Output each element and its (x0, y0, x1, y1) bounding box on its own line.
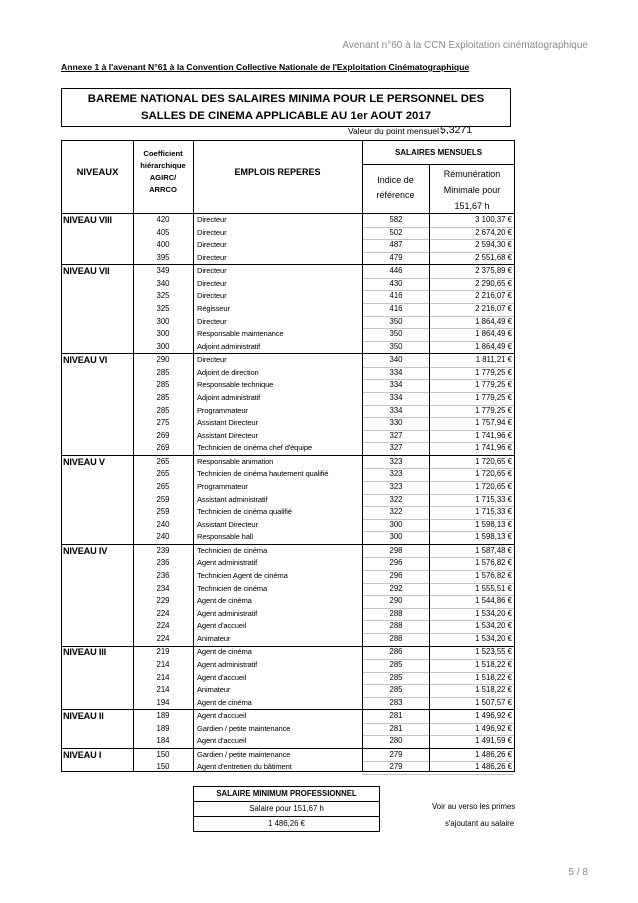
coefficient-cell: 259 (156, 507, 170, 517)
job-cell: Animateur (197, 685, 231, 695)
coefficient-cell: 290 (156, 355, 170, 365)
job-cell: Adjoint de direction (197, 367, 259, 377)
coefficient-cell: 224 (156, 608, 170, 618)
coefficient-cell: 285 (156, 393, 170, 402)
coefficient-cell: 400 (156, 240, 170, 250)
index-cell: 300 (389, 519, 403, 529)
job-cell: Directeur (197, 227, 227, 237)
table-title (61, 88, 511, 127)
job-cell: Assistant Directeur (197, 519, 258, 529)
job-cell: Adjoint administratif (197, 341, 261, 351)
coefficient-cell: 300 (156, 341, 170, 351)
job-cell: Agent d'accueil (197, 621, 247, 631)
header-coef-line: ARRCO (149, 185, 177, 194)
index-cell: 298 (389, 545, 403, 555)
job-cell: Assistant Directeur (197, 418, 258, 428)
index-cell: 334 (389, 367, 403, 377)
coefficient-cell: 259 (156, 494, 170, 504)
job-cell: Programmateur (197, 405, 248, 415)
job-cell: Directeur (197, 240, 227, 250)
job-cell: Technicien Agent de cinéma (197, 571, 288, 580)
index-cell: 340 (389, 355, 403, 365)
page-number: 5 / 8 (568, 867, 588, 878)
job-cell: Agent d'accueil (197, 672, 247, 682)
salary-cell: 1 864,49 € (475, 329, 512, 339)
coefficient-cell: 265 (156, 469, 170, 479)
salary-cell: 1 486,26 € (475, 749, 512, 759)
salary-cell: 1 757,94 € (475, 418, 512, 428)
job-cell: Technicien de cinéma hautement qualifié (197, 469, 329, 479)
salary-cell: 1 534,20 € (475, 608, 512, 618)
header-remun-line: Rémunération (443, 169, 501, 179)
salary-cell: 1 720,65 € (475, 456, 512, 466)
index-cell: 582 (389, 215, 403, 224)
index-cell: 334 (389, 393, 403, 402)
header-divider (362, 164, 514, 165)
index-cell: 416 (389, 304, 403, 313)
header-salaires: SALAIRES MENSUELS (394, 148, 483, 157)
job-cell: Agent d'accueil (197, 711, 247, 721)
index-cell: 292 (389, 583, 403, 593)
level-label: NIVEAU VIII (63, 215, 112, 225)
coefficient-cell: 224 (156, 634, 170, 643)
index-cell: 286 (389, 647, 403, 657)
coefficient-cell: 285 (156, 380, 170, 390)
salary-cell: 1 534,20 € (475, 621, 512, 631)
salary-cell: 2 216,07 € (475, 291, 512, 301)
salary-cell: 1 598,13 € (475, 532, 512, 542)
coefficient-cell: 236 (156, 558, 170, 568)
coefficient-cell: 229 (156, 596, 170, 606)
note-line-2: s'ajoutant au salaire (445, 819, 515, 828)
salary-cell: 1 720,65 € (475, 482, 512, 491)
index-cell: 323 (389, 456, 403, 466)
index-cell: 288 (389, 621, 403, 631)
index-cell: 288 (389, 608, 403, 618)
job-cell: Assistant Directeur (197, 430, 258, 440)
index-cell: 296 (389, 571, 403, 580)
index-cell: 322 (389, 494, 403, 504)
header-coef-line: Coefficient (143, 149, 183, 158)
index-cell: 350 (389, 329, 403, 339)
salary-cell: 1 496,92 € (475, 711, 512, 721)
coefficient-cell: 349 (156, 266, 170, 276)
index-cell: 330 (389, 418, 403, 428)
index-cell: 280 (389, 736, 403, 746)
job-cell: Technicien de cinéma chef d'équipe (197, 443, 312, 453)
index-cell: 323 (389, 482, 403, 491)
coefficient-cell: 214 (156, 685, 170, 695)
job-cell: Responsable maintenance (197, 329, 284, 339)
index-cell: 279 (389, 749, 403, 759)
salary-cell: 1 518,22 € (475, 660, 512, 669)
coefficient-cell: 265 (156, 456, 170, 466)
level-label: NIVEAU IV (63, 545, 108, 556)
coefficient-cell: 189 (156, 723, 170, 733)
point-value: 5,3271 (440, 124, 473, 136)
index-cell: 327 (389, 443, 403, 453)
job-cell: Agent d'accueil (197, 736, 247, 746)
level-label: NIVEAU II (63, 711, 104, 722)
coefficient-cell: 234 (156, 583, 170, 593)
index-cell: 502 (389, 227, 403, 237)
salary-cell: 1 587,48 € (475, 545, 512, 555)
salary-table (61, 140, 515, 772)
header-remun-line: Minimale pour (443, 185, 501, 195)
index-cell: 296 (389, 558, 403, 568)
coefficient-cell: 214 (156, 672, 170, 682)
index-cell: 430 (389, 278, 403, 288)
job-cell: Responsable animation (197, 456, 274, 466)
document-header: Avenant n°60 à la CCN Exploitation cinématographique (342, 40, 588, 51)
index-cell: 479 (389, 252, 403, 262)
salary-cell: 1 491,59 € (475, 736, 512, 746)
salary-cell: 1 576,82 € (475, 558, 512, 568)
coefficient-cell: 219 (156, 647, 170, 657)
job-cell: Programmateur (197, 482, 248, 491)
job-cell: Agent administratif (197, 558, 258, 568)
job-cell: Technicien de cinéma qualifié (197, 507, 292, 517)
level-label: NIVEAU V (63, 456, 105, 467)
coefficient-cell: 189 (156, 711, 170, 721)
coefficient-cell: 214 (156, 660, 170, 669)
level-label: NIVEAU VI (63, 355, 108, 366)
minimum-salary-value: 1 486,26 € (268, 819, 305, 828)
note-line-1: Voir au verso les primes (432, 802, 516, 811)
minimum-salary-box (193, 786, 380, 832)
index-cell: 283 (389, 697, 403, 707)
index-cell: 334 (389, 405, 403, 415)
header-coef-line: hiérarchique (140, 161, 186, 170)
job-cell: Technicien de cinéma (197, 545, 268, 555)
index-cell: 285 (389, 672, 403, 682)
job-cell: Directeur (197, 278, 227, 288)
coefficient-cell: 420 (156, 215, 170, 224)
job-cell: Agent administratif (197, 608, 258, 618)
header-remuneration (429, 166, 515, 214)
coefficient-cell: 265 (156, 482, 170, 491)
coefficient-cell: 150 (156, 762, 170, 772)
header-indice-line: Indice de (377, 175, 414, 185)
salary-cell: 1 518,22 € (475, 685, 512, 695)
salary-cell: 1 779,25 € (475, 367, 512, 377)
job-cell: Agent de cinéma (197, 596, 252, 606)
job-cell: Directeur (197, 316, 227, 326)
salary-cell: 1 864,49 € (475, 341, 512, 351)
index-cell: 323 (389, 469, 403, 479)
annex-title: Annexe 1 à l'avenant N°61 à la Convention Collective Nationale de l'Exploitation Cinématographique (61, 62, 470, 72)
index-cell: 281 (389, 711, 403, 721)
index-cell: 281 (389, 723, 403, 733)
header-indice (362, 173, 429, 203)
salary-cell: 1 811,21 € (475, 355, 512, 365)
coefficient-cell: 240 (156, 519, 170, 529)
coefficient-cell: 239 (156, 545, 170, 555)
salary-cell: 1 518,22 € (475, 672, 512, 682)
job-cell: Gardien / petite maintenance (197, 723, 291, 733)
index-cell: 487 (389, 240, 403, 250)
job-cell: Assistant administratif (197, 494, 268, 504)
coefficient-cell: 194 (156, 697, 170, 707)
coefficient-cell: 150 (156, 749, 170, 759)
coefficient-cell: 275 (156, 418, 170, 428)
header-coefficient (133, 148, 193, 196)
coefficient-cell: 300 (156, 316, 170, 326)
salary-cell: 1 486,26 € (475, 762, 512, 772)
header-niveaux: NIVEAUX (76, 166, 119, 177)
salary-cell: 1 715,33 € (475, 494, 512, 504)
header-indice-line: référence (376, 190, 415, 200)
job-cell: Responsable hall (197, 532, 253, 542)
job-cell: Agent de cinéma (197, 647, 252, 657)
salary-cell: 2 290,65 € (475, 278, 512, 288)
level-label: NIVEAU III (63, 647, 106, 658)
salary-cell: 1 741,96 € (475, 430, 512, 440)
salary-cell: 1 507,57 € (475, 697, 512, 707)
coefficient-cell: 340 (156, 278, 170, 288)
job-cell: Agent administratif (197, 660, 258, 669)
index-cell: 334 (389, 380, 403, 390)
minimum-salary-title: SALAIRE MINIMUM PROFESSIONNEL (194, 787, 379, 802)
minimum-salary-label: Salaire pour 151,67 h (194, 802, 379, 817)
job-cell: Responsable technique (197, 380, 274, 390)
index-cell: 350 (389, 341, 403, 351)
salary-cell: 2 216,07 € (475, 304, 512, 313)
index-cell: 285 (389, 660, 403, 669)
job-cell: Gardien / petite maintenance (197, 749, 291, 759)
index-cell: 327 (389, 430, 403, 440)
coefficient-cell: 269 (156, 443, 170, 453)
title-line-1: BAREME NATIONAL DES SALAIRES MINIMA POUR LE PERSONNEL DES (87, 93, 485, 105)
job-cell: Animateur (197, 634, 231, 643)
job-cell: Agent de cinéma (197, 697, 252, 707)
salary-cell: 1 720,65 € (475, 469, 512, 479)
job-cell: Directeur (197, 266, 227, 276)
job-cell: Agent d'entretien du bâtiment (197, 762, 292, 772)
salary-cell: 1 598,13 € (475, 519, 512, 529)
job-cell: Directeur (197, 355, 227, 365)
coefficient-cell: 395 (156, 252, 170, 262)
job-cell: Technicien de cinéma (197, 583, 268, 593)
coefficient-cell: 325 (156, 291, 170, 301)
index-cell: 350 (389, 316, 403, 326)
coefficient-cell: 224 (156, 621, 170, 631)
index-cell: 288 (389, 634, 403, 643)
title-line-2: SALLES DE CINEMA APPLICABLE AU 1er AOUT 2017 (140, 110, 432, 122)
salary-cell: 2 375,89 € (475, 266, 512, 276)
index-cell: 279 (389, 762, 403, 772)
salary-cell: 1 779,25 € (475, 405, 512, 415)
salary-cell: 2 674,20 € (475, 227, 512, 237)
index-cell: 322 (389, 507, 403, 517)
salary-cell: 1 715,33 € (475, 507, 512, 517)
coefficient-cell: 184 (156, 736, 170, 746)
coefficient-cell: 285 (156, 405, 170, 415)
coefficient-cell: 300 (156, 329, 170, 339)
index-cell: 300 (389, 532, 403, 542)
coefficient-cell: 240 (156, 532, 170, 542)
coefficient-cell: 405 (156, 227, 170, 237)
row-separator (362, 774, 514, 775)
salary-cell: 2 594,30 € (475, 240, 512, 250)
level-label: NIVEAU VII (63, 266, 110, 277)
index-cell: 416 (389, 291, 403, 301)
coefficient-cell: 236 (156, 571, 170, 580)
level-label: NIVEAU I (63, 749, 102, 760)
salary-cell: 1 741,96 € (475, 443, 512, 453)
salary-cell: 1 544,86 € (475, 596, 512, 606)
job-cell: Adjoint administratif (197, 393, 261, 402)
index-cell: 285 (389, 685, 403, 695)
header-coef-line: AGIRC/ (149, 173, 177, 182)
job-cell: Directeur (197, 215, 227, 224)
salary-cell: 1 779,25 € (475, 380, 512, 390)
index-cell: 290 (389, 596, 403, 606)
job-cell: Directeur (197, 291, 227, 301)
salary-cell: 1 534,20 € (475, 634, 512, 643)
salary-cell: 1 523,55 € (475, 647, 512, 657)
coefficient-cell: 325 (156, 304, 170, 313)
salary-cell: 1 864,49 € (475, 316, 512, 326)
coefficient-cell: 269 (156, 430, 170, 440)
job-cell: Directeur (197, 252, 227, 262)
salary-cell: 1 779,25 € (475, 393, 512, 402)
coefficient-cell: 285 (156, 367, 170, 377)
header-remun-line: 151,67 h (454, 201, 490, 211)
job-cell: Régisseur (197, 304, 230, 313)
point-value-label: Valeur du point mensuel : (348, 126, 444, 136)
index-cell: 446 (389, 266, 403, 276)
salary-cell: 2 551,68 € (475, 252, 512, 262)
header-emplois: EMPLOIS REPERES (234, 167, 321, 177)
salary-cell: 1 496,92 € (475, 723, 512, 733)
salary-cell: 1 576,82 € (475, 571, 512, 580)
salary-cell: 1 555,51 € (475, 583, 512, 593)
salary-cell: 3 100,37 € (475, 215, 512, 224)
